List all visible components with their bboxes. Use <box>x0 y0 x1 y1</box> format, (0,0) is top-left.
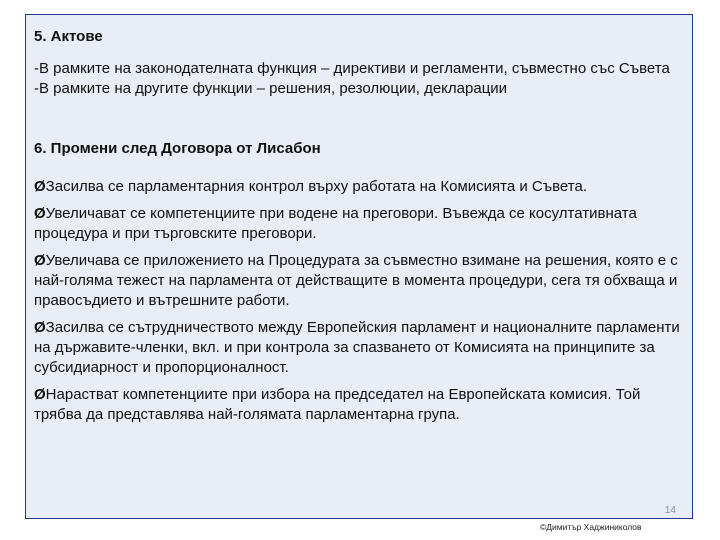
bullet-item <box>34 177 684 197</box>
bullet-item <box>34 318 684 378</box>
slide-content <box>34 27 684 432</box>
copyright-note: ©Димитър Хаджиниколов <box>540 522 642 532</box>
section-5-line-1: -В рамките на законодателната функция – директиви и регламенти, съвместно със Съвета <box>34 60 670 77</box>
bullet-text: Нарастват компетенциите при избора на председател на Европейската комисия. Той трябва да представлява най-голямата парламентарна група. <box>34 386 641 423</box>
bullet-arrow-icon: Ø <box>34 386 46 403</box>
bullet-text: Засилва се парламентарния контрол върху работата на Комисията и Съвета. <box>45 178 587 195</box>
bullet-arrow-icon: Ø <box>34 252 46 269</box>
section-5-heading: 5. Актове <box>34 28 103 45</box>
bullet-item <box>34 385 684 425</box>
section-5-line-2: -В рамките на другите функции – решения, резолюции, декларации <box>34 80 508 97</box>
bullet-text: Увеличават се компетенциите при водене на преговори. Въвежда се косултативната процедура и при търговските преговори. <box>34 205 637 242</box>
section-6-bullet-list <box>34 177 684 425</box>
section-6-heading: 6. Промени след Договора от Лисабон <box>34 140 321 157</box>
bullet-arrow-icon: Ø <box>34 319 46 336</box>
slide-panel <box>25 14 693 519</box>
bullet-item <box>34 204 684 244</box>
bullet-item <box>34 251 684 311</box>
bullet-arrow-icon: Ø <box>34 178 46 195</box>
page-number: 14 <box>664 505 676 516</box>
bullet-arrow-icon: Ø <box>34 205 46 222</box>
bullet-text: Засилва се сътрудничеството между Европейския парламент и националните парламенти на държавите-членки, вкл. и при контрола за спазването от Комисията на принципите за субсидиарност и пропорционалност. <box>34 319 680 376</box>
bullet-text: Увеличава се приложението на Процедурата за съвместно взимане на решения, която е с най-голяма тежест на парламента от действащите в момента процедури, сега тя обхваща и правосъдието и вътрешните работи. <box>34 252 678 309</box>
